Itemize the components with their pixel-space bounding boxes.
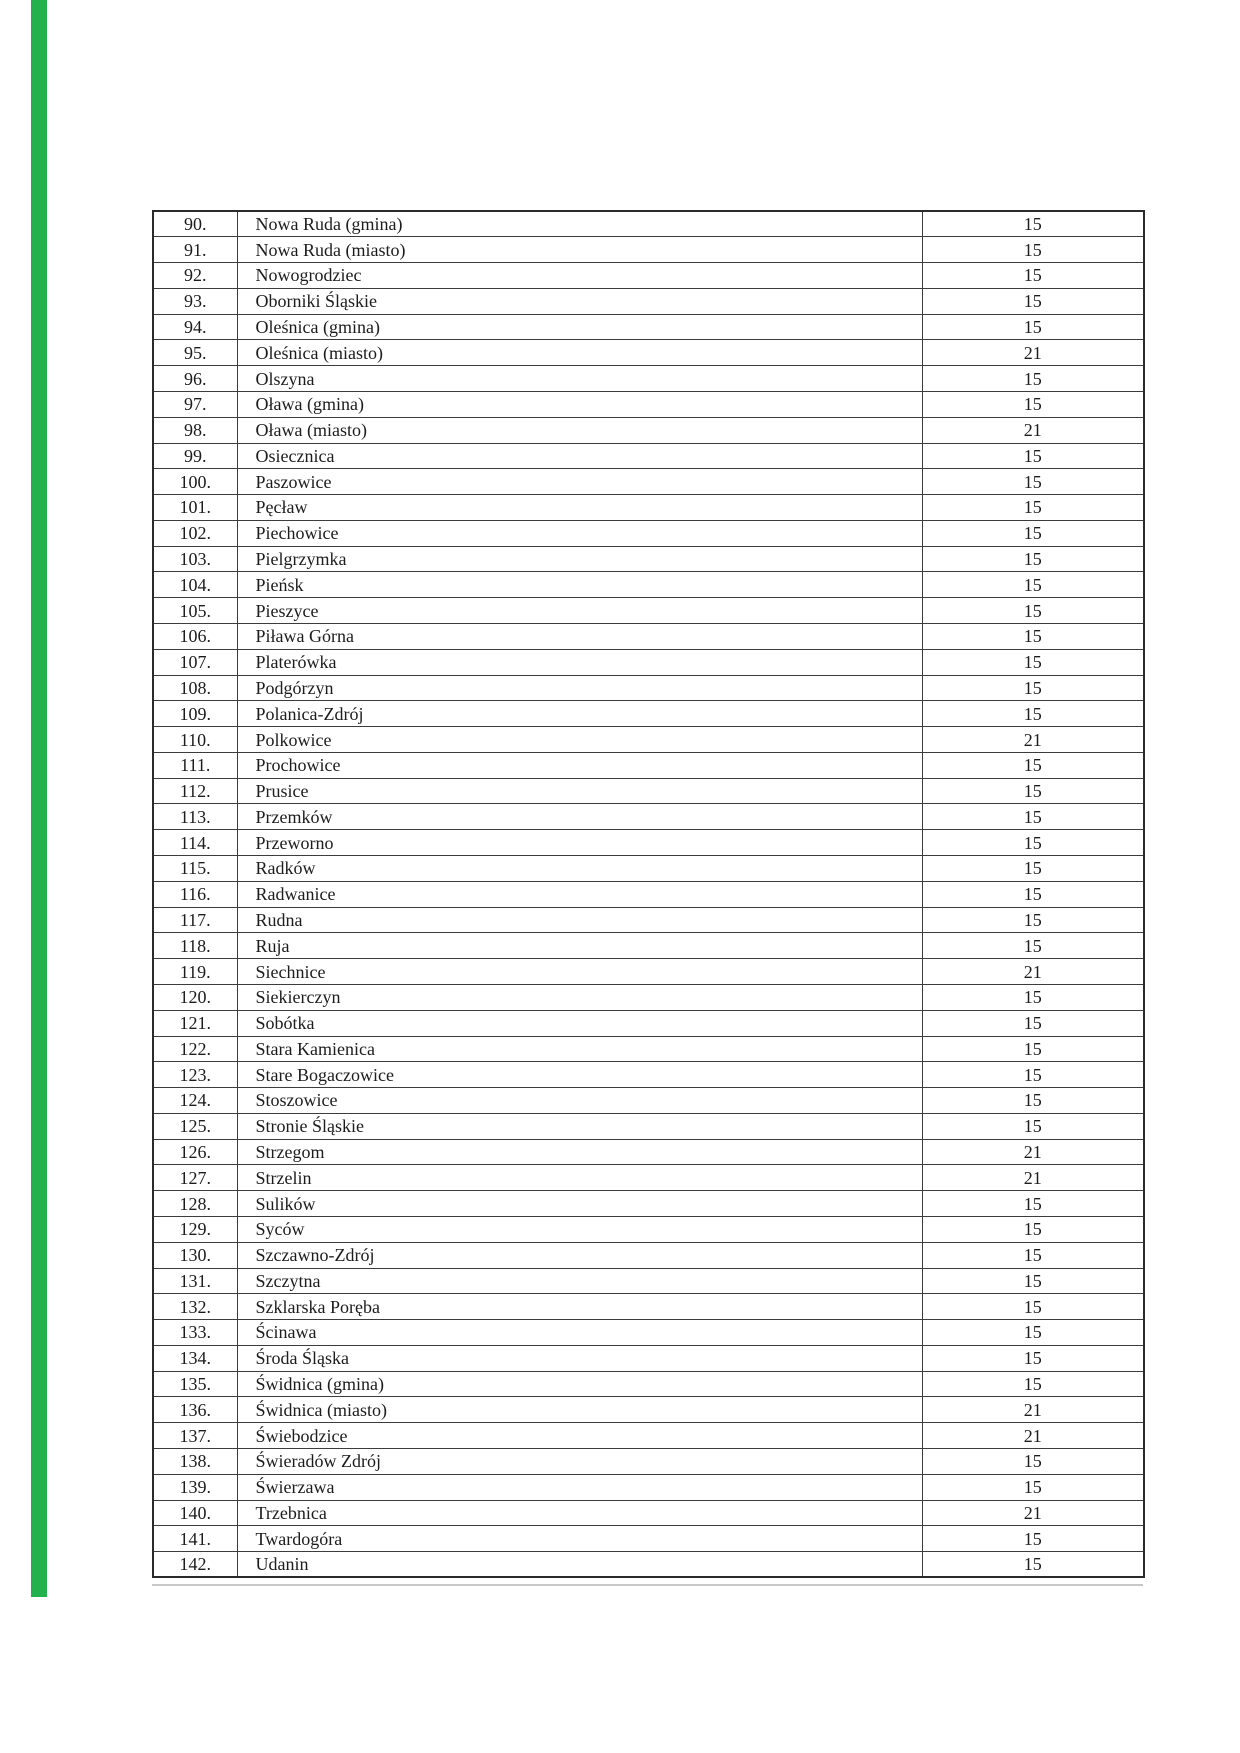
row-number-cell: 135. (153, 1371, 237, 1397)
row-number-cell: 112. (153, 778, 237, 804)
municipality-name-cell: Olszyna (237, 366, 922, 392)
row-number-cell: 114. (153, 830, 237, 856)
row-number-cell: 93. (153, 288, 237, 314)
value-cell: 15 (922, 469, 1144, 495)
row-number-cell: 100. (153, 469, 237, 495)
value-cell: 15 (922, 572, 1144, 598)
table-row (153, 830, 1144, 856)
table-row (153, 1526, 1144, 1552)
municipality-name-cell: Strzelin (237, 1165, 922, 1191)
value-cell: 15 (922, 520, 1144, 546)
row-number-cell: 131. (153, 1268, 237, 1294)
municipality-name-cell: Oława (gmina) (237, 391, 922, 417)
value-cell: 15 (922, 856, 1144, 882)
row-number-cell: 104. (153, 572, 237, 598)
value-cell: 15 (922, 624, 1144, 650)
municipality-name-cell: Ruja (237, 933, 922, 959)
value-cell: 15 (922, 495, 1144, 521)
row-number-cell: 115. (153, 856, 237, 882)
row-number-cell: 137. (153, 1423, 237, 1449)
municipality-name-cell: Rudna (237, 907, 922, 933)
row-number-cell: 127. (153, 1165, 237, 1191)
table-row (153, 1088, 1144, 1114)
municipality-table (152, 210, 1145, 1578)
table-row (153, 778, 1144, 804)
value-cell: 15 (922, 1320, 1144, 1346)
value-cell: 15 (922, 263, 1144, 289)
row-number-cell: 118. (153, 933, 237, 959)
table-row (153, 1268, 1144, 1294)
row-number-cell: 107. (153, 649, 237, 675)
table-row (153, 1474, 1144, 1500)
municipality-name-cell: Sulików (237, 1191, 922, 1217)
municipality-name-cell: Oleśnica (gmina) (237, 314, 922, 340)
municipality-name-cell: Nowa Ruda (gmina) (237, 211, 922, 237)
municipality-name-cell: Radków (237, 856, 922, 882)
table-row (153, 546, 1144, 572)
table-row (153, 1552, 1144, 1578)
table-row (153, 1242, 1144, 1268)
municipality-name-cell: Ścinawa (237, 1320, 922, 1346)
municipality-name-cell: Pęcław (237, 495, 922, 521)
value-cell: 15 (922, 1345, 1144, 1371)
value-cell: 15 (922, 881, 1144, 907)
table-row (153, 391, 1144, 417)
value-cell: 15 (922, 211, 1144, 237)
municipality-name-cell: Syców (237, 1216, 922, 1242)
table-row (153, 572, 1144, 598)
table-row (153, 443, 1144, 469)
table-row (153, 495, 1144, 521)
value-cell: 15 (922, 778, 1144, 804)
value-cell: 21 (922, 417, 1144, 443)
table-row (153, 856, 1144, 882)
value-cell: 15 (922, 830, 1144, 856)
municipality-name-cell: Nowa Ruda (miasto) (237, 237, 922, 263)
value-cell: 15 (922, 391, 1144, 417)
municipality-name-cell: Polkowice (237, 727, 922, 753)
value-cell: 15 (922, 701, 1144, 727)
table-row (153, 701, 1144, 727)
table-row (153, 1345, 1144, 1371)
table-row (153, 984, 1144, 1010)
row-number-cell: 96. (153, 366, 237, 392)
row-number-cell: 141. (153, 1526, 237, 1552)
table-row (153, 1397, 1144, 1423)
table-row (153, 1449, 1144, 1475)
row-number-cell: 119. (153, 959, 237, 985)
row-number-cell: 120. (153, 984, 237, 1010)
row-number-cell: 113. (153, 804, 237, 830)
municipality-name-cell: Świdnica (miasto) (237, 1397, 922, 1423)
row-number-cell: 121. (153, 1010, 237, 1036)
value-cell: 21 (922, 959, 1144, 985)
municipality-name-cell: Platerówka (237, 649, 922, 675)
row-number-cell: 90. (153, 211, 237, 237)
row-number-cell: 111. (153, 752, 237, 778)
row-number-cell: 117. (153, 907, 237, 933)
table-row (153, 933, 1144, 959)
municipality-name-cell: Szczawno-Zdrój (237, 1242, 922, 1268)
row-number-cell: 103. (153, 546, 237, 572)
row-number-cell: 128. (153, 1191, 237, 1217)
value-cell: 21 (922, 1397, 1144, 1423)
table-row (153, 1294, 1144, 1320)
municipality-name-cell: Prochowice (237, 752, 922, 778)
table-row (153, 1216, 1144, 1242)
row-number-cell: 126. (153, 1139, 237, 1165)
value-cell: 15 (922, 1216, 1144, 1242)
value-cell: 15 (922, 1242, 1144, 1268)
value-cell: 15 (922, 933, 1144, 959)
table-row (153, 624, 1144, 650)
municipality-name-cell: Świebodzice (237, 1423, 922, 1449)
municipality-name-cell: Nowogrodziec (237, 263, 922, 289)
row-number-cell: 123. (153, 1062, 237, 1088)
row-number-cell: 92. (153, 263, 237, 289)
table-row (153, 1500, 1144, 1526)
value-cell: 15 (922, 1526, 1144, 1552)
value-cell: 15 (922, 1036, 1144, 1062)
row-number-cell: 91. (153, 237, 237, 263)
municipality-name-cell: Radwanice (237, 881, 922, 907)
row-number-cell: 102. (153, 520, 237, 546)
row-number-cell: 122. (153, 1036, 237, 1062)
value-cell: 21 (922, 1500, 1144, 1526)
value-cell: 15 (922, 804, 1144, 830)
table-row (153, 959, 1144, 985)
value-cell: 15 (922, 443, 1144, 469)
table-row (153, 1113, 1144, 1139)
table-row (153, 675, 1144, 701)
value-cell: 15 (922, 1062, 1144, 1088)
table-row (153, 1165, 1144, 1191)
table-row (153, 804, 1144, 830)
value-cell: 15 (922, 1552, 1144, 1578)
municipality-name-cell: Siechnice (237, 959, 922, 985)
table-row (153, 211, 1144, 237)
scan-edge-artifact (31, 0, 47, 1597)
row-number-cell: 106. (153, 624, 237, 650)
municipality-name-cell: Prusice (237, 778, 922, 804)
value-cell: 21 (922, 1423, 1144, 1449)
municipality-name-cell: Podgórzyn (237, 675, 922, 701)
municipality-name-cell: Świdnica (gmina) (237, 1371, 922, 1397)
row-number-cell: 125. (153, 1113, 237, 1139)
value-cell: 15 (922, 1371, 1144, 1397)
municipality-name-cell: Oborniki Śląskie (237, 288, 922, 314)
municipality-name-cell: Przeworno (237, 830, 922, 856)
row-number-cell: 109. (153, 701, 237, 727)
municipality-name-cell: Piława Górna (237, 624, 922, 650)
row-number-cell: 132. (153, 1294, 237, 1320)
row-number-cell: 95. (153, 340, 237, 366)
value-cell: 15 (922, 1474, 1144, 1500)
table-row (153, 1423, 1144, 1449)
value-cell: 15 (922, 984, 1144, 1010)
row-number-cell: 133. (153, 1320, 237, 1346)
municipality-name-cell: Paszowice (237, 469, 922, 495)
row-number-cell: 124. (153, 1088, 237, 1114)
municipality-name-cell: Świeradów Zdrój (237, 1449, 922, 1475)
value-cell: 21 (922, 727, 1144, 753)
value-cell: 15 (922, 598, 1144, 624)
value-cell: 15 (922, 288, 1144, 314)
row-number-cell: 116. (153, 881, 237, 907)
table-row (153, 237, 1144, 263)
table-row (153, 1139, 1144, 1165)
value-cell: 21 (922, 1139, 1144, 1165)
municipality-name-cell: Szczytna (237, 1268, 922, 1294)
municipality-name-cell: Stara Kamienica (237, 1036, 922, 1062)
table-row (153, 417, 1144, 443)
table-row (153, 907, 1144, 933)
table-row (153, 752, 1144, 778)
municipality-name-cell: Pielgrzymka (237, 546, 922, 572)
row-number-cell: 97. (153, 391, 237, 417)
municipality-name-cell: Trzebnica (237, 1500, 922, 1526)
row-number-cell: 98. (153, 417, 237, 443)
value-cell: 15 (922, 1113, 1144, 1139)
row-number-cell: 99. (153, 443, 237, 469)
value-cell: 21 (922, 1165, 1144, 1191)
municipality-table-body (153, 211, 1144, 1577)
row-number-cell: 139. (153, 1474, 237, 1500)
municipality-name-cell: Szklarska Poręba (237, 1294, 922, 1320)
value-cell: 15 (922, 907, 1144, 933)
row-number-cell: 134. (153, 1345, 237, 1371)
value-cell: 15 (922, 237, 1144, 263)
row-number-cell: 136. (153, 1397, 237, 1423)
municipality-name-cell: Pieszyce (237, 598, 922, 624)
municipality-name-cell: Polanica-Zdrój (237, 701, 922, 727)
row-number-cell: 101. (153, 495, 237, 521)
table-row (153, 1191, 1144, 1217)
municipality-name-cell: Świerzawa (237, 1474, 922, 1500)
row-number-cell: 142. (153, 1552, 237, 1578)
municipality-name-cell: Sobótka (237, 1010, 922, 1036)
value-cell: 15 (922, 752, 1144, 778)
table-row (153, 1010, 1144, 1036)
value-cell: 15 (922, 366, 1144, 392)
value-cell: 15 (922, 675, 1144, 701)
value-cell: 21 (922, 340, 1144, 366)
table-row (153, 366, 1144, 392)
row-number-cell: 110. (153, 727, 237, 753)
municipality-name-cell: Pieńsk (237, 572, 922, 598)
table-row (153, 314, 1144, 340)
table-row (153, 1371, 1144, 1397)
municipality-name-cell: Stare Bogaczowice (237, 1062, 922, 1088)
row-number-cell: 94. (153, 314, 237, 340)
table-row (153, 649, 1144, 675)
value-cell: 15 (922, 1268, 1144, 1294)
municipality-name-cell: Osiecznica (237, 443, 922, 469)
row-number-cell: 105. (153, 598, 237, 624)
municipality-name-cell: Stoszowice (237, 1088, 922, 1114)
municipality-name-cell: Twardogóra (237, 1526, 922, 1552)
municipality-name-cell: Oleśnica (miasto) (237, 340, 922, 366)
value-cell: 15 (922, 546, 1144, 572)
table-row (153, 1036, 1144, 1062)
municipality-name-cell: Oława (miasto) (237, 417, 922, 443)
table-row (153, 263, 1144, 289)
municipality-name-cell: Siekierczyn (237, 984, 922, 1010)
municipality-name-cell: Przemków (237, 804, 922, 830)
value-cell: 15 (922, 649, 1144, 675)
table-row (153, 340, 1144, 366)
table-row (153, 727, 1144, 753)
row-number-cell: 140. (153, 1500, 237, 1526)
table-row (153, 881, 1144, 907)
value-cell: 15 (922, 1294, 1144, 1320)
municipality-name-cell: Udanin (237, 1552, 922, 1578)
table-row (153, 288, 1144, 314)
table-row (153, 1062, 1144, 1088)
row-number-cell: 138. (153, 1449, 237, 1475)
table-row (153, 1320, 1144, 1346)
municipality-name-cell: Stronie Śląskie (237, 1113, 922, 1139)
table-row (153, 520, 1144, 546)
value-cell: 15 (922, 1449, 1144, 1475)
municipality-name-cell: Strzegom (237, 1139, 922, 1165)
value-cell: 15 (922, 1088, 1144, 1114)
municipality-name-cell: Piechowice (237, 520, 922, 546)
row-number-cell: 108. (153, 675, 237, 701)
scan-line-artifact (152, 1584, 1143, 1586)
row-number-cell: 129. (153, 1216, 237, 1242)
table-row (153, 469, 1144, 495)
table-row (153, 598, 1144, 624)
row-number-cell: 130. (153, 1242, 237, 1268)
value-cell: 15 (922, 1191, 1144, 1217)
municipality-name-cell: Środa Śląska (237, 1345, 922, 1371)
value-cell: 15 (922, 1010, 1144, 1036)
value-cell: 15 (922, 314, 1144, 340)
